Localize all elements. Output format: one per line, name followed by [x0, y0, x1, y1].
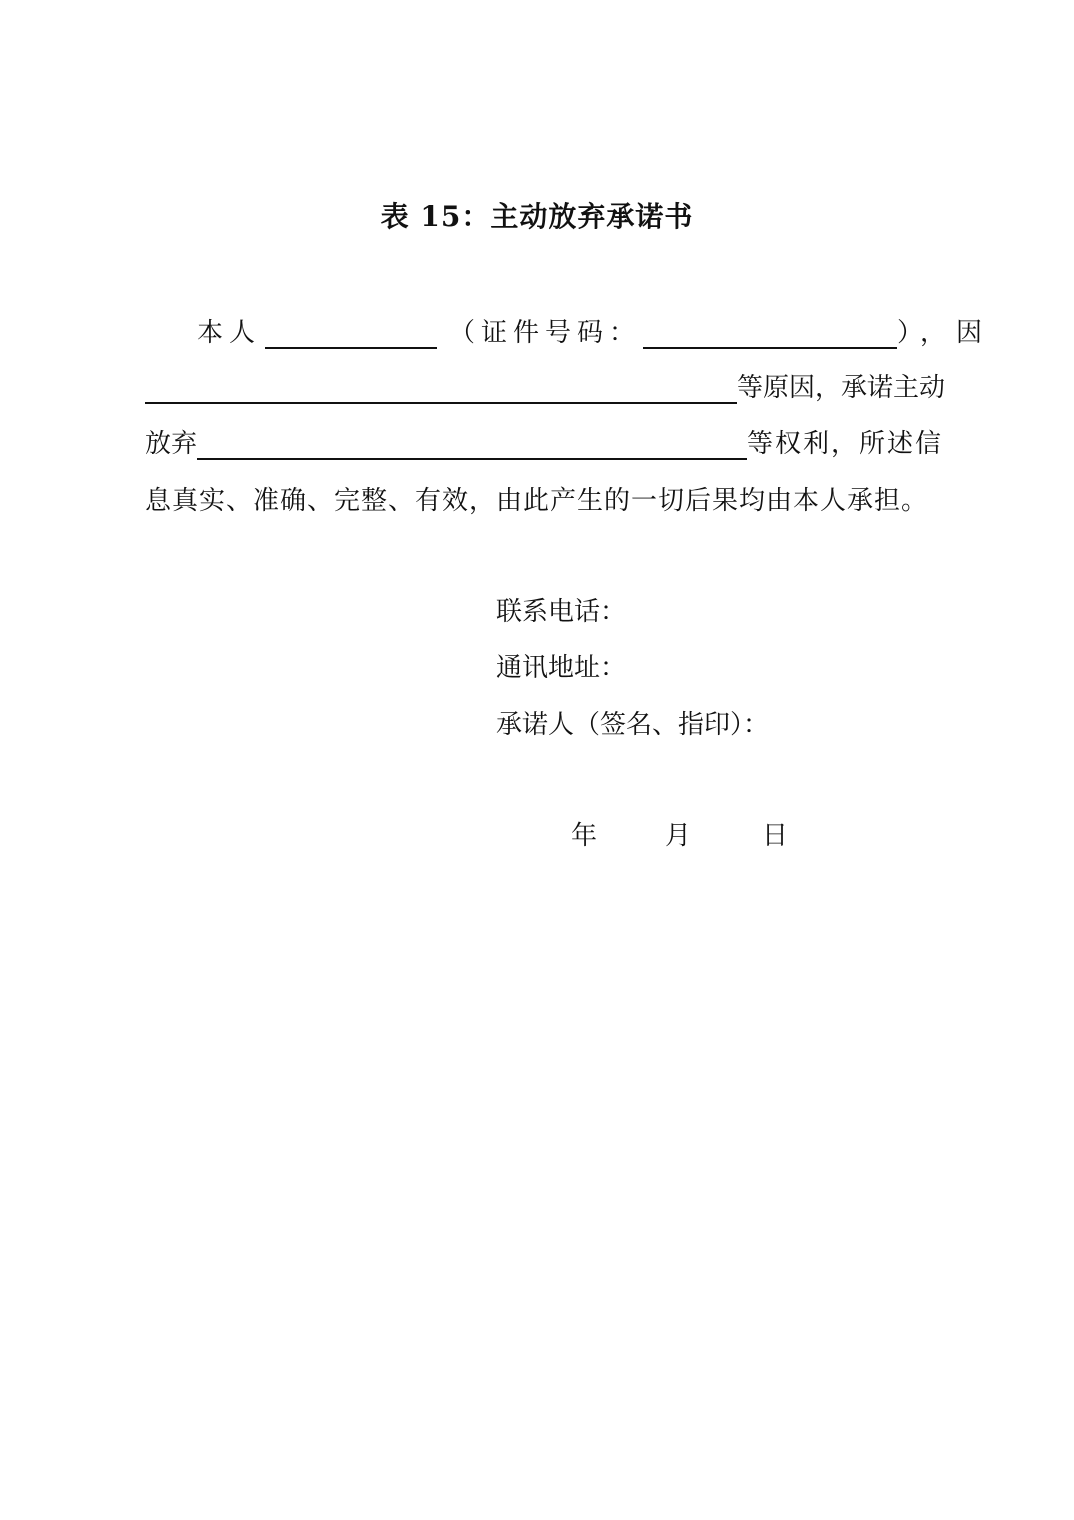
date-month: 月 — [665, 821, 692, 851]
address-label: 通讯地址： — [496, 653, 627, 683]
body-line-4 — [145, 473, 941, 529]
id-number-blank[interactable] — [643, 317, 897, 349]
rights-blank[interactable] — [197, 428, 747, 460]
phone-label: 联系电话： — [496, 597, 627, 627]
reason-blank[interactable] — [145, 372, 737, 404]
line3-suffix: 等权利，所述信 — [747, 429, 944, 459]
date-day: 日 — [762, 821, 789, 851]
line1-prefix: 本人 — [197, 318, 262, 348]
line1-id-label: （证件号码： — [449, 318, 642, 348]
line4-text: 息真实、准确、完整、有效，由此产生的一切后果均由本人承担。 — [145, 486, 929, 516]
document-title: 表 15：主动放弃承诺书 — [380, 200, 694, 233]
line3-prefix: 放弃 — [145, 429, 198, 459]
name-blank[interactable] — [265, 317, 437, 349]
line2-suffix: 等原因，承诺主动 — [737, 373, 946, 403]
body-line-2 — [145, 360, 946, 416]
body-line-1 — [145, 305, 993, 361]
line1-suffix: ），因 — [897, 318, 993, 348]
date-year: 年 — [571, 821, 598, 851]
signer-label: 承诺人（签名、指印）： — [496, 710, 770, 740]
body-line-3 — [145, 416, 944, 472]
